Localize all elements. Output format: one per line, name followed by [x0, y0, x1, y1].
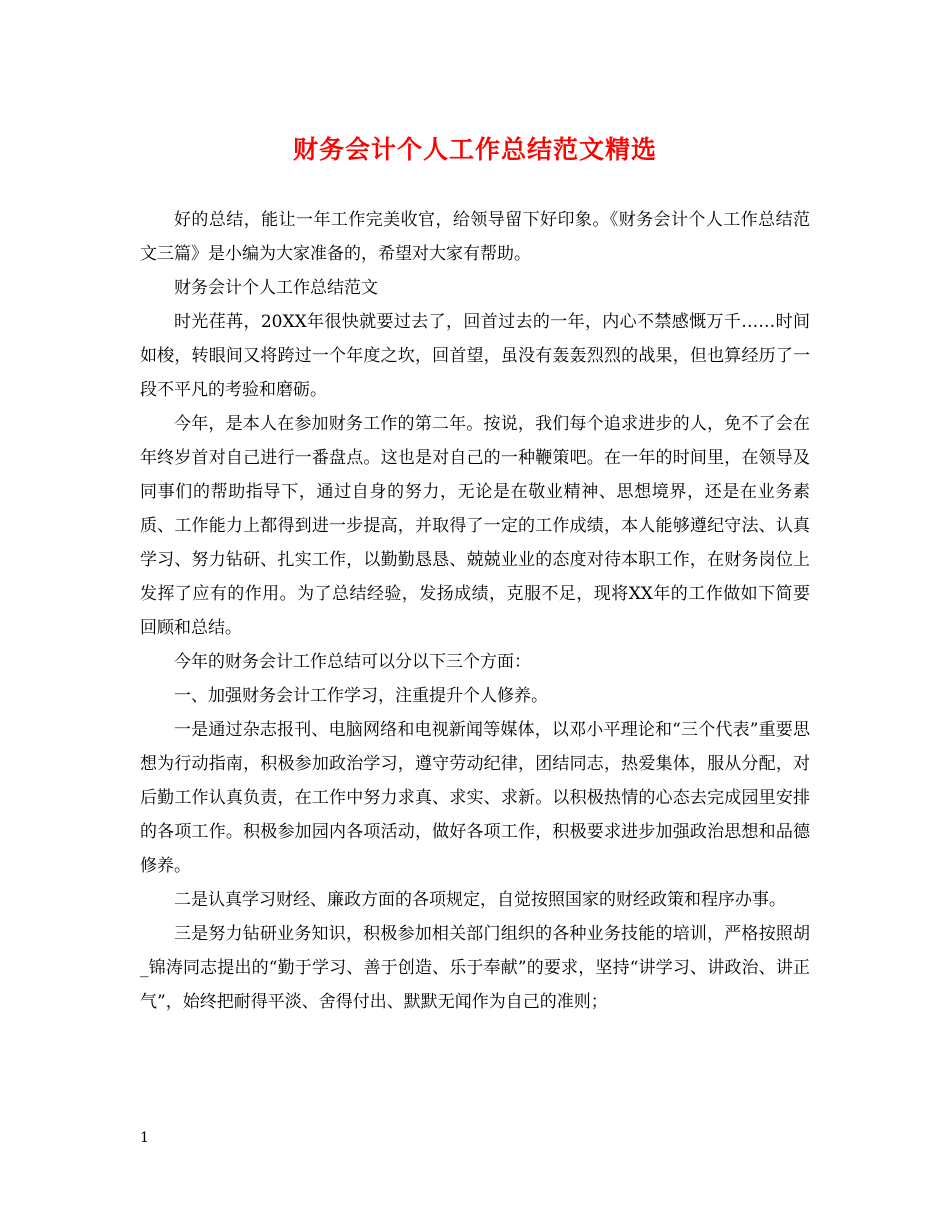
document-title: 财务会计个人工作总结范文精选	[292, 135, 657, 164]
page-number: 1	[140, 1130, 149, 1146]
document-body	[140, 203, 810, 1019]
paragraph-time: 时光荏苒，20XX年很快就要过去了，回首过去的一年，内心不禁感慨万千……时间如梭，转眼间又将跨过一个年度之坎，回首望，虽没有轰轰烈烈的战果，但也算经历了一段不平凡的考验和磨砺。	[140, 312, 810, 400]
paragraph-this-year: 今年，是本人在参加财务工作的第二年。按说，我们每个追求进步的人，免不了会在年终岁首对自己进行一番盘点。这也是对自己的一种鞭策吧。在一年的时间里，在领导及同事们的帮助指导下，通过自身的努力，无论是在敬业精神、思想境界，还是在业务素质、工作能力上都得到进一步提高，并取得了一定的工作成绩，本人能够遵纪守法、认真学习、努力钻研、扎实工作，以勤勤恳恳、兢兢业业的态度对待本职工作，在财务岗位上发挥了应有的作用。为了总结经验，发扬成绩，克服不足，现将XX年的工作做如下简要回顾和总结。	[140, 414, 810, 638]
paragraph-point-one: 一是通过杂志报刊、电脑网络和电视新闻等媒体，以邓小平理论和“三个代表”重要思想为行动指南，积极参加政治学习，遵守劳动纪律，团结同志，热爱集体，服从分配，对后勤工作认真负责，在工作中努力求真、求实、求新。以积极热情的心态去完成园里安排的各项工作。积极参加园内各项活动，做好各项工作，积极要求进步加强政治思想和品德修养。	[140, 720, 810, 876]
paragraph-point-three: 三是努力钻研业务知识，积极参加相关部门组织的各种业务技能的培训，严格按照胡_锦涛同志提出的“勤于学习、善于创造、乐于奉献”的要求，坚持“讲学习、讲政治、讲正气”，始终把耐得平淡、舍得付出、默默无闻作为自己的准则；	[140, 924, 810, 1012]
paragraph-three-aspects: 今年的财务会计工作总结可以分以下三个方面：	[174, 652, 531, 672]
paragraph-section-one-heading: 一、加强财务会计工作学习，注重提升个人修养。	[174, 686, 548, 706]
paragraph-intro: 好的总结，能让一年工作完美收官，给领导留下好印象。《财务会计个人工作总结范文三篇》是小编为大家准备的，希望对大家有帮助。	[140, 210, 810, 264]
paragraph-point-two: 二是认真学习财经、廉政方面的各项规定，自觉按照国家的财经政策和程序办事。	[174, 890, 786, 910]
paragraph-subtitle: 财务会计个人工作总结范文	[174, 278, 378, 298]
